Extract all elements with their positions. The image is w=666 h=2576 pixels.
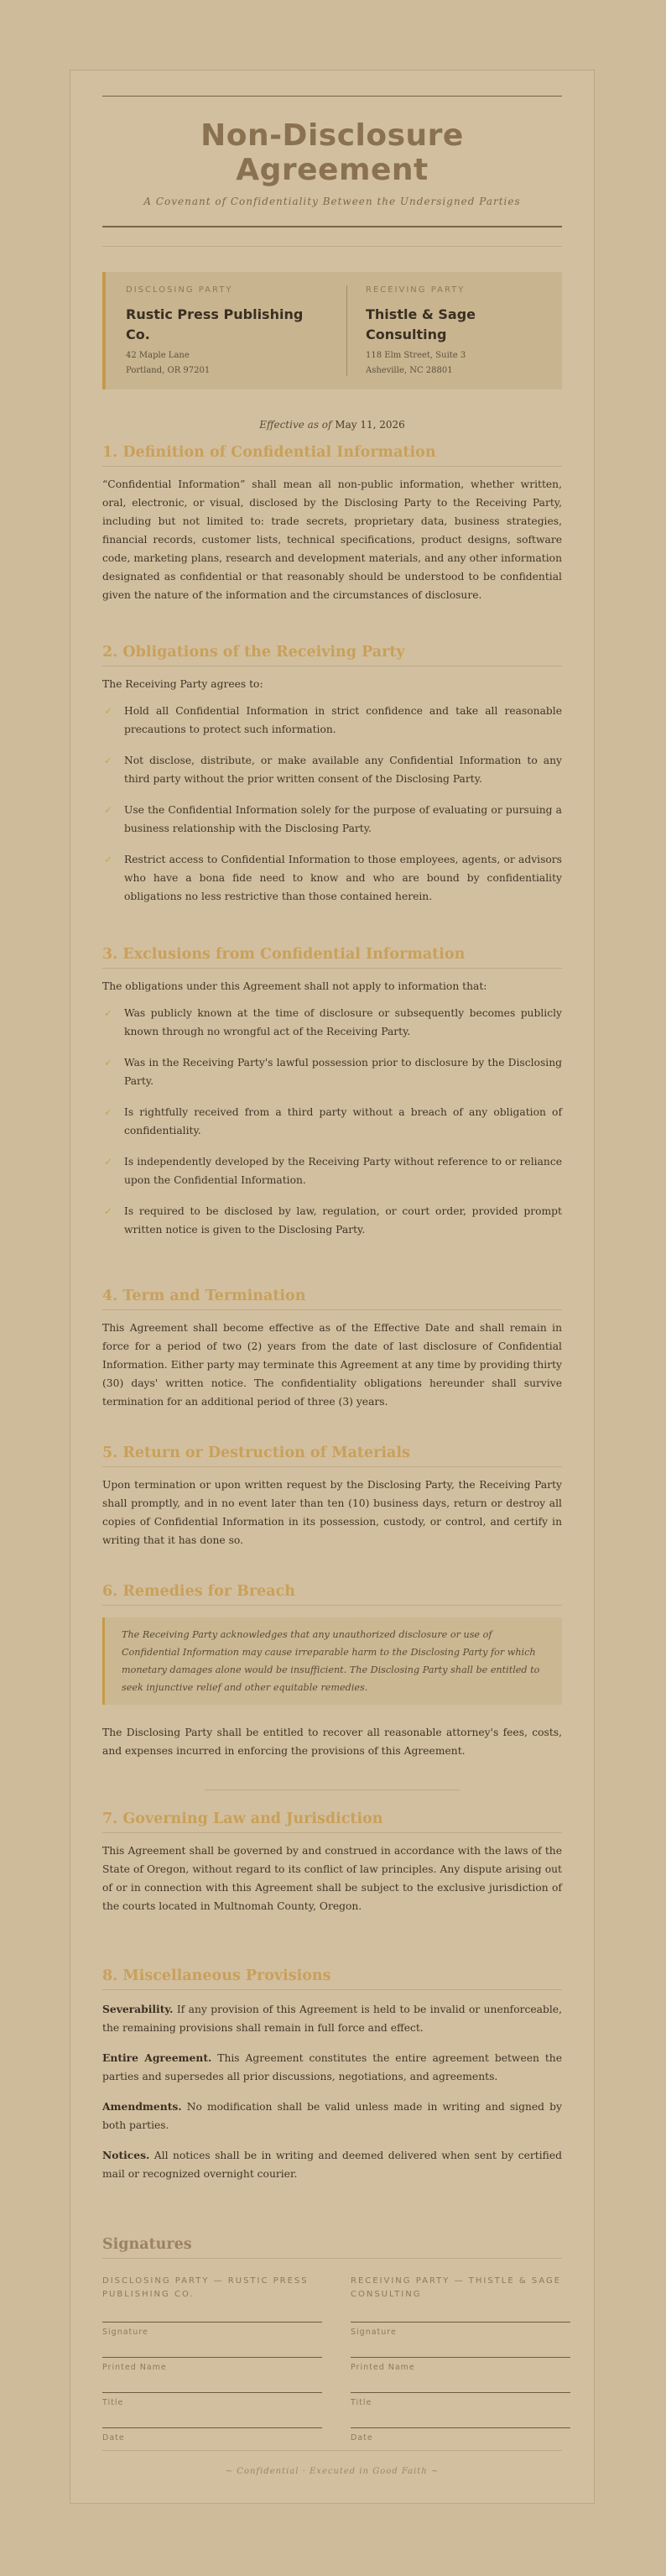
section-4-heading: 4. Term and Termination (102, 1288, 562, 1310)
section-8-heading: 8. Miscellaneous Provisions (102, 1967, 562, 1990)
section-6-heading: 6. Remedies for Breach (102, 1583, 562, 1606)
footer-rule (102, 2450, 562, 2451)
exclusions-list (102, 1004, 562, 1239)
list-item: ✓ Is required to be disclosed by law, regulation, or court order, provided prompt written notice is given to the Disclosing Party. (102, 1202, 562, 1239)
receiving-party-label: RECEIVING PARTY (366, 285, 466, 295)
section-2-heading: 2. Obligations of the Receiving Party (102, 644, 562, 666)
section-2-intro: The Receiving Party agrees to: (102, 678, 263, 690)
effective-date: May 11, 2026 (335, 419, 405, 431)
receiving-party (366, 285, 559, 379)
signature-line[interactable] (102, 2307, 322, 2323)
list-item: ✓ Use the Confidential Information solely for the purpose of evaluating or pursuing a business relationship with the Disclosing Party. (102, 801, 562, 838)
section-4 (102, 1288, 562, 1411)
date-line[interactable] (102, 2412, 322, 2428)
amendments-clause: Amendments. No modification shall be valid unless made in writing and signed by both parties. (102, 2100, 562, 2131)
printed-name-caption: Printed Name (351, 2363, 415, 2372)
section-7-text: This Agreement shall be governed by and construed in accordance with the laws of the State of Oregon, without regard to its conflict of law principles. Any dispute arising out of or in connection with this Agreement shall be subject to the exclusive jurisdiction of the courts located in Multnomah County, Oregon. (102, 1845, 562, 1912)
disclosing-signature-block (102, 2275, 322, 2443)
check-icon: ✓ (104, 1007, 113, 1019)
section-1 (102, 444, 562, 604)
receiving-party-address2: Asheville, NC 28801 (366, 366, 453, 375)
printed-name-caption: Printed Name (102, 2363, 167, 2372)
section-5 (102, 1445, 562, 1549)
disclosing-party-label: DISCLOSING PARTY (126, 285, 233, 295)
section-5-text: Upon termination or upon written request by the Disclosing Party, the Receiving Party shall promptly, and in no event later than ten (10) business days, return or destroy all copies of Confidential Information in its possession, custody, or control, and certify in writing that it has done so. (102, 1479, 562, 1546)
list-item: ✓ Not disclose, distribute, or make available any Confidential Information to any third party without the prior written consent of the Disclosing Party. (102, 751, 562, 788)
disclosing-party (126, 285, 319, 379)
disclosing-party-name: Rustic Press Publishing Co. (126, 306, 304, 342)
footer-text: ~ Confidential · Executed in Good Faith ~ (225, 2467, 440, 2476)
disclosing-party-address1: 42 Maple Lane (126, 351, 190, 360)
check-icon: ✓ (104, 1057, 113, 1069)
date-line[interactable] (351, 2412, 570, 2428)
section-6-text: The Disclosing Party shall be entitled to recover all reasonable attorney's fees, costs, and expenses incurred in enforcing the provisions of this Agreement. (102, 1727, 562, 1757)
signature-line[interactable] (351, 2307, 570, 2323)
printed-name-line[interactable] (351, 2342, 570, 2358)
section-4-text: This Agreement shall become effective as of the Effective Date and shall remain in force for a period of two (2) years from the date of last disclosure of Confidential Information. Either party may terminate this Agreement at any time by providing thirty (30) days' written notice. The confidentiality obligations hereunder shall survive termination for an additional period of three (3) years. (102, 1322, 562, 1408)
check-icon: ✓ (104, 854, 113, 865)
list-item: ✓ Was in the Receiving Party's lawful possession prior to disclosure by the Disclosing Party. (102, 1053, 562, 1090)
section-3 (102, 946, 562, 1251)
notices-clause: Notices. All notices shall be in writing and deemed delivered when sent by certified mail or recognized overnight courier. (102, 2149, 562, 2180)
effective-date-line (102, 419, 562, 431)
signatures-heading: Signatures (102, 2236, 562, 2259)
section-1-text: “Confidential Information” shall mean all non-public information, whether written, oral, electronic, or visual, disclosed by the Disclosing Party to the Receiving Party, including but not limited to: trade secrets, proprietary data, business strategies, financial records, customer lists, technical specifications, product designs, software code, marketing plans, research and development materials, and any other information designated as confidential or that reasonably should be understood to be confidential given the nature of the information and the circumstances of disclosure. (102, 478, 562, 601)
parties-box (102, 272, 562, 389)
signature-caption: Signature (351, 2328, 397, 2337)
disclosing-signature-label: DISCLOSING PARTY — RUSTIC PRESS PUBLISHING CO. (102, 2276, 309, 2299)
disclosing-party-address2: Portland, OR 97201 (126, 366, 211, 375)
severability-clause: Severability. If any provision of this Agreement is held to be invalid or unenforceable, the remaining provisions shall remain in full force and effect. (102, 2003, 562, 2034)
document-page (70, 70, 595, 2504)
section-8 (102, 1967, 562, 2183)
title-line[interactable] (351, 2377, 570, 2393)
receiving-party-name: Thistle & Sage Consulting (366, 306, 476, 342)
check-icon: ✓ (104, 1106, 113, 1118)
section-3-intro: The obligations under this Agreement shall not apply to information that: (102, 980, 487, 992)
list-item: ✓ Is independently developed by the Receiving Party without reference to or reliance upon the Confidential Information. (102, 1152, 562, 1189)
section-6 (102, 1583, 562, 1760)
list-item: ✓ Hold all Confidential Information in strict confidence and take all reasonable precautions to protect such information. (102, 702, 562, 739)
date-caption: Date (102, 2433, 125, 2443)
title-caption: Title (102, 2398, 124, 2407)
check-icon: ✓ (104, 804, 113, 816)
party-divider (346, 285, 347, 376)
check-icon: ✓ (104, 755, 113, 766)
check-icon: ✓ (104, 705, 113, 717)
signature-caption: Signature (102, 2328, 148, 2337)
receiving-signature-block (351, 2275, 570, 2443)
receiving-party-address1: 118 Elm Street, Suite 3 (366, 351, 466, 360)
header-faint-rule (102, 246, 562, 247)
section-5-heading: 5. Return or Destruction of Materials (102, 1445, 562, 1467)
remedies-quote: The Receiving Party acknowledges that any unauthorized disclosure or use of Confidential Information may cause irreparable harm to the Disclosing Party for which monetary damages alone would be insufficient. The Disclosing Party shall be entitled to seek injunctive relief and other equitable remedies. (102, 1617, 562, 1705)
title-caption: Title (351, 2398, 372, 2407)
list-item: ✓ Was publicly known at the time of disclosure or subsequently becomes publicly known through no wrongful act of the Receiving Party. (102, 1004, 562, 1041)
section-3-heading: 3. Exclusions from Confidential Information (102, 946, 562, 969)
check-icon: ✓ (104, 1156, 113, 1168)
document-subtitle: A Covenant of Confidentiality Between the Undersigned Parties (143, 196, 521, 207)
entire-agreement-clause: Entire Agreement. This Agreement constitutes the entire agreement between the parties and supersedes all prior discussions, negotiations, and agreements. (102, 2051, 563, 2082)
document-title: Non-Disclosure Agreement (200, 118, 464, 187)
receiving-signature-label: RECEIVING PARTY — THISTLE & SAGE CONSULTING (351, 2276, 562, 2299)
section-7-heading: 7. Governing Law and Jurisdiction (102, 1811, 562, 1833)
section-7 (102, 1811, 562, 1915)
list-item: ✓ Is rightfully received from a third party without a breach of any obligation of confidentiality. (102, 1103, 562, 1140)
section-2 (102, 644, 562, 918)
list-item: ✓ Restrict access to Confidential Information to those employees, agents, or advisors who have a bona fide need to know and who are bound by confidentiality obligations no less restrictive than those contained herein. (102, 850, 562, 906)
date-caption: Date (351, 2433, 373, 2443)
section-1-heading: 1. Definition of Confidential Information (102, 444, 562, 467)
check-icon: ✓ (104, 1205, 113, 1217)
title-line[interactable] (102, 2377, 322, 2393)
effective-prefix: Effective as of (259, 419, 332, 431)
obligations-list (102, 702, 562, 906)
printed-name-line[interactable] (102, 2342, 322, 2358)
signatures-section (102, 2236, 562, 2443)
top-rule (102, 96, 562, 97)
